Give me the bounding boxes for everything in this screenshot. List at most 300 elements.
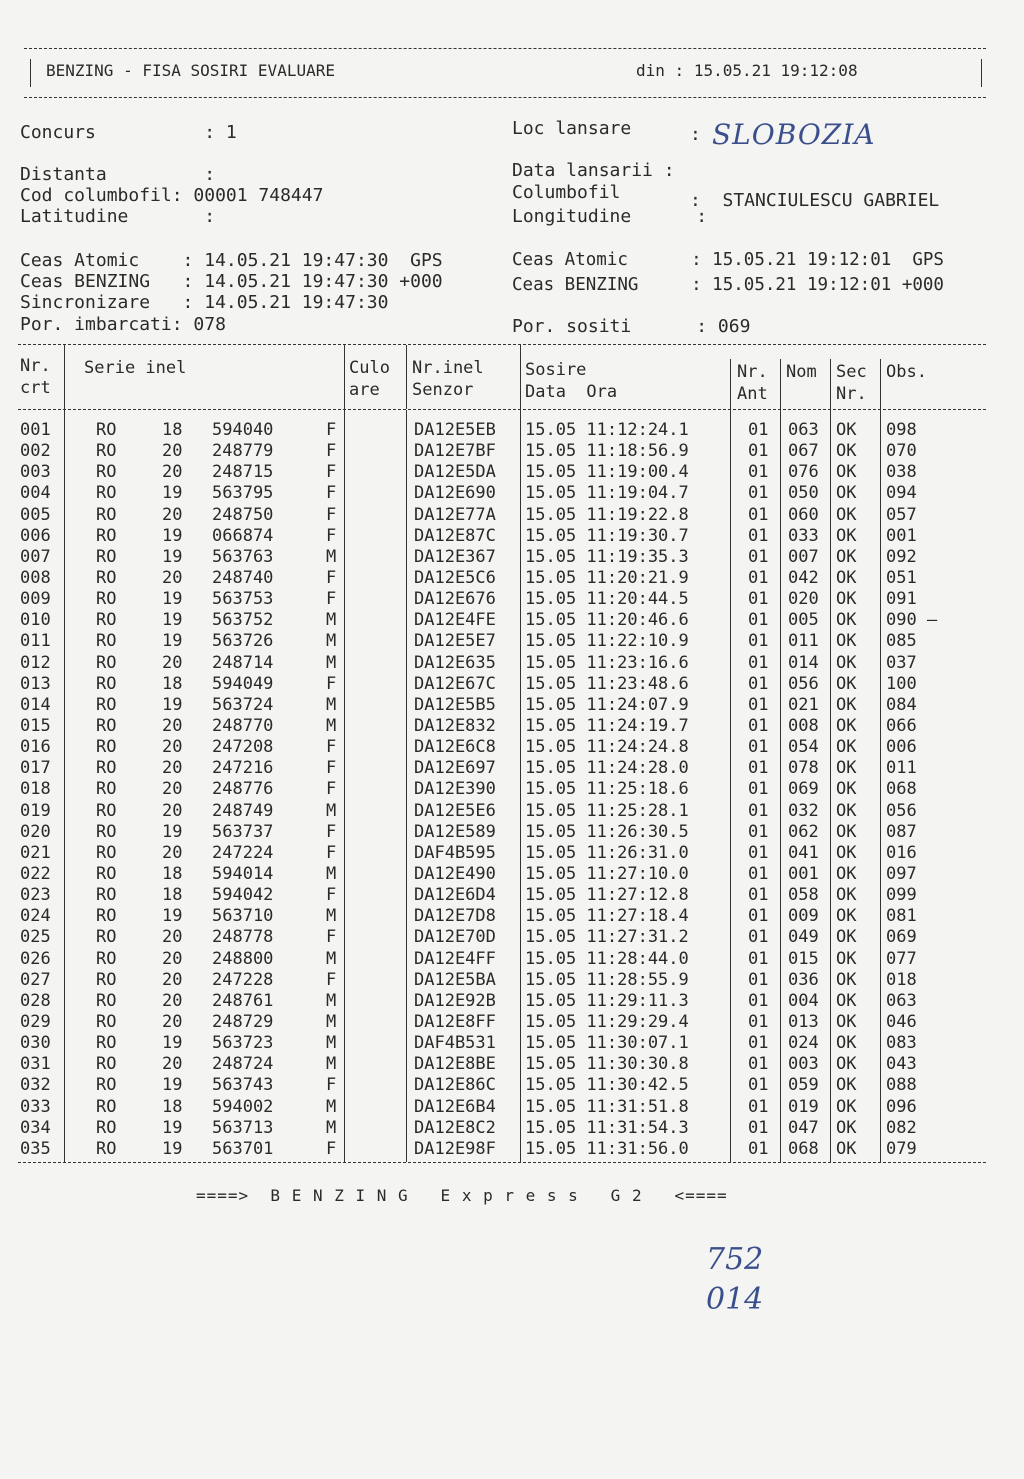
obs-cell: 091	[886, 589, 917, 610]
serie-year-cell: 20	[162, 758, 183, 779]
sec-cell: OK	[836, 863, 857, 884]
arrival-time-cell: 15.05 11:24:24.8	[525, 737, 689, 758]
arrival-time-cell: 15.05 11:28:44.0	[525, 948, 689, 969]
serie-number-cell: 563701	[212, 1138, 274, 1159]
table-row	[18, 462, 986, 483]
serie-country-cell: RO	[96, 441, 117, 462]
sex-cell: M	[326, 694, 337, 715]
column-divider	[880, 359, 881, 409]
serie-number-cell: 248729	[212, 1011, 274, 1032]
nr-crt-cell: 020	[20, 821, 51, 842]
sex-cell: F	[326, 779, 337, 800]
report-title: BENZING - FISA SOSIRI EVALUARE	[46, 61, 335, 80]
ring-sensor-cell: DA12E5E7	[414, 631, 496, 652]
serie-country-cell: RO	[96, 546, 117, 567]
nr-crt-cell: 024	[20, 906, 51, 927]
serie-year-cell: 19	[162, 1117, 183, 1138]
serie-country-cell: RO	[96, 567, 117, 588]
table-row	[18, 906, 986, 927]
nr-crt-cell: 009	[20, 589, 51, 610]
sex-cell: M	[326, 948, 337, 969]
arrival-time-cell: 15.05 11:25:18.6	[525, 779, 689, 800]
ceas-atomic-left: Ceas Atomic : 14.05.21 19:47:30 GPS	[20, 250, 443, 271]
arrival-time-cell: 15.05 11:30:30.8	[525, 1054, 689, 1075]
sincronizare-field: Sincronizare : 14.05.21 19:47:30	[20, 292, 389, 313]
serie-number-cell: 248715	[212, 462, 274, 483]
serie-country-cell: RO	[96, 462, 117, 483]
sec-cell: OK	[836, 737, 857, 758]
nom-cell: 042	[788, 567, 819, 588]
ring-sensor-cell: DA12E87C	[414, 525, 496, 546]
obs-cell: 069	[886, 927, 917, 948]
ring-sensor-cell: DA12E7D8	[414, 906, 496, 927]
serie-country-cell: RO	[96, 715, 117, 736]
serie-number-cell: 563743	[212, 1075, 274, 1096]
table-row	[18, 1033, 986, 1054]
nr-ant-cell: 01	[748, 990, 769, 1011]
table-row	[18, 927, 986, 948]
serie-number-cell: 066874	[212, 525, 274, 546]
ring-sensor-cell: DA12E70D	[414, 927, 496, 948]
obs-cell: 046	[886, 1011, 917, 1032]
sec-cell: OK	[836, 821, 857, 842]
nom-cell: 020	[788, 589, 819, 610]
arrival-time-cell: 15.05 11:19:22.8	[525, 504, 689, 525]
table-row	[18, 589, 986, 610]
serie-year-cell: 20	[162, 800, 183, 821]
arrival-time-cell: 15.05 11:20:44.5	[525, 589, 689, 610]
col-nom-header: Nom	[786, 362, 817, 382]
sex-cell: F	[326, 737, 337, 758]
serie-year-cell: 19	[162, 525, 183, 546]
table-row	[18, 822, 986, 843]
arrival-time-cell: 15.05 11:26:30.5	[525, 821, 689, 842]
sex-cell: M	[326, 863, 337, 884]
serie-country-cell: RO	[96, 1117, 117, 1138]
nom-cell: 036	[788, 969, 819, 990]
ring-sensor-cell: DA12E676	[414, 589, 496, 610]
nr-ant-cell: 01	[748, 927, 769, 948]
concurs-field: Concurs : 1	[20, 122, 237, 143]
serie-country-cell: RO	[96, 673, 117, 694]
ring-sensor-cell: DA12E5EB	[414, 420, 496, 440]
sec-cell: OK	[836, 800, 857, 821]
nr-crt-cell: 029	[20, 1011, 51, 1032]
nr-crt-cell: 012	[20, 652, 51, 673]
report-header-box	[24, 48, 986, 98]
por-imbarcati-field: Por. imbarcati: 078	[20, 314, 226, 335]
serie-year-cell: 19	[162, 483, 183, 504]
nr-crt-cell: 022	[20, 863, 51, 884]
nom-cell: 008	[788, 715, 819, 736]
serie-number-cell: 248750	[212, 504, 274, 525]
sec-cell: OK	[836, 652, 857, 673]
ring-sensor-cell: DA12E690	[414, 483, 496, 504]
arrival-time-cell: 15.05 11:22:10.9	[525, 631, 689, 652]
arrival-time-cell: 15.05 11:26:31.0	[525, 842, 689, 863]
nr-crt-cell: 004	[20, 483, 51, 504]
ring-sensor-cell: DA12E490	[414, 863, 496, 884]
ring-sensor-cell: DA12E5E6	[414, 800, 496, 821]
arrival-time-cell: 15.05 11:19:04.7	[525, 483, 689, 504]
sex-cell: M	[326, 906, 337, 927]
ceas-atomic-right: Ceas Atomic : 15.05.21 19:12:01 GPS	[512, 250, 944, 270]
nom-cell: 001	[788, 863, 819, 884]
nr-crt-cell: 017	[20, 758, 51, 779]
obs-cell: 081	[886, 906, 917, 927]
arrival-time-cell: 15.05 11:31:54.3	[525, 1117, 689, 1138]
ring-sensor-cell: DA12E4FE	[414, 610, 496, 631]
arrival-time-cell: 15.05 11:19:00.4	[525, 462, 689, 483]
nom-cell: 056	[788, 673, 819, 694]
nr-ant-cell: 01	[748, 948, 769, 969]
table-row	[18, 526, 986, 547]
table-row	[18, 737, 986, 758]
serie-number-cell: 248740	[212, 567, 274, 588]
obs-cell: 077	[886, 948, 917, 969]
nr-crt-cell: 019	[20, 800, 51, 821]
col-obs-header: Obs.	[886, 362, 927, 382]
obs-cell: 037	[886, 652, 917, 673]
arrival-time-cell: 15.05 11:29:11.3	[525, 990, 689, 1011]
obs-cell: 011	[886, 758, 917, 779]
ring-sensor-cell: DA12E6D4	[414, 885, 496, 906]
serie-year-cell: 19	[162, 589, 183, 610]
arrival-time-cell: 15.05 11:25:28.1	[525, 800, 689, 821]
serie-number-cell: 248778	[212, 927, 274, 948]
nr-ant-cell: 01	[748, 694, 769, 715]
serie-year-cell: 20	[162, 1011, 183, 1032]
nr-ant-cell: 01	[748, 1138, 769, 1159]
sec-cell: OK	[836, 1138, 857, 1159]
serie-country-cell: RO	[96, 842, 117, 863]
sex-cell: M	[326, 610, 337, 631]
nom-cell: 021	[788, 694, 819, 715]
table-row	[18, 801, 986, 822]
nr-ant-cell: 01	[748, 906, 769, 927]
serie-year-cell: 19	[162, 610, 183, 631]
sec-cell: OK	[836, 610, 857, 631]
sex-cell: F	[326, 589, 337, 610]
serie-year-cell: 19	[162, 1075, 183, 1096]
nr-ant-cell: 01	[748, 589, 769, 610]
obs-cell: 083	[886, 1033, 917, 1054]
serie-number-cell: 594002	[212, 1096, 274, 1117]
table-row	[18, 1075, 986, 1096]
arrivals-table	[18, 344, 986, 1163]
column-divider	[64, 345, 65, 409]
serie-number-cell: 248749	[212, 800, 274, 821]
nom-cell: 067	[788, 441, 819, 462]
ceas-benzing-left: Ceas BENZING : 14.05.21 19:47:30 +000	[20, 271, 443, 292]
obs-cell: 094	[886, 483, 917, 504]
sec-cell: OK	[836, 504, 857, 525]
obs-cell: 006	[886, 737, 917, 758]
serie-year-cell: 20	[162, 567, 183, 588]
serie-number-cell: 594040	[212, 420, 274, 440]
serie-year-cell: 20	[162, 927, 183, 948]
nr-ant-cell: 01	[748, 420, 769, 440]
sex-cell: F	[326, 885, 337, 906]
sec-cell: OK	[836, 1096, 857, 1117]
serie-country-cell: RO	[96, 1054, 117, 1075]
serie-number-cell: 248770	[212, 715, 274, 736]
ring-sensor-cell: DA12E92B	[414, 990, 496, 1011]
sec-cell: OK	[836, 927, 857, 948]
sex-cell: F	[326, 673, 337, 694]
sex-cell: F	[326, 504, 337, 525]
nr-ant-cell: 01	[748, 737, 769, 758]
sex-cell: F	[326, 441, 337, 462]
serie-year-cell: 20	[162, 779, 183, 800]
ring-sensor-cell: DA12E697	[414, 758, 496, 779]
nr-crt-cell: 002	[20, 441, 51, 462]
arrival-time-cell: 15.05 11:20:46.6	[525, 610, 689, 631]
nom-cell: 059	[788, 1075, 819, 1096]
sec-cell: OK	[836, 589, 857, 610]
ring-sensor-cell: DA12E8C2	[414, 1117, 496, 1138]
sec-cell: OK	[836, 631, 857, 652]
table-row	[18, 568, 986, 589]
serie-year-cell: 19	[162, 694, 183, 715]
serie-number-cell: 594049	[212, 673, 274, 694]
nr-ant-cell: 01	[748, 885, 769, 906]
nr-ant-cell: 01	[748, 525, 769, 546]
nr-crt-cell: 027	[20, 969, 51, 990]
obs-cell: 057	[886, 504, 917, 525]
column-divider	[780, 359, 781, 409]
sex-cell: M	[326, 1033, 337, 1054]
table-row	[18, 716, 986, 737]
serie-year-cell: 20	[162, 969, 183, 990]
nr-ant-cell: 01	[748, 758, 769, 779]
sex-cell: F	[326, 462, 337, 483]
table-row	[18, 631, 986, 652]
serie-year-cell: 18	[162, 1096, 183, 1117]
nr-crt-cell: 033	[20, 1096, 51, 1117]
nr-ant-cell: 01	[748, 567, 769, 588]
obs-cell: 092	[886, 546, 917, 567]
obs-cell: 016	[886, 842, 917, 863]
serie-year-cell: 20	[162, 1054, 183, 1075]
sec-cell: OK	[836, 758, 857, 779]
obs-cell: 038	[886, 462, 917, 483]
serie-country-cell: RO	[96, 1033, 117, 1054]
obs-cell: 082	[886, 1117, 917, 1138]
table-row	[18, 1139, 986, 1160]
serie-number-cell: 563710	[212, 906, 274, 927]
obs-cell: 087	[886, 821, 917, 842]
sex-cell: M	[326, 1011, 337, 1032]
table-row	[18, 483, 986, 504]
arrival-time-cell: 15.05 11:27:31.2	[525, 927, 689, 948]
nom-cell: 050	[788, 483, 819, 504]
serie-number-cell: 563737	[212, 821, 274, 842]
serie-number-cell: 563713	[212, 1117, 274, 1138]
sex-cell: F	[326, 525, 337, 546]
sex-cell: M	[326, 715, 337, 736]
serie-year-cell: 20	[162, 948, 183, 969]
nr-ant-cell: 01	[748, 821, 769, 842]
nom-cell: 003	[788, 1054, 819, 1075]
nom-cell: 011	[788, 631, 819, 652]
nr-ant-cell: 01	[748, 863, 769, 884]
ring-sensor-cell: DA12E6B4	[414, 1096, 496, 1117]
obs-cell: 097	[886, 863, 917, 884]
sex-cell: M	[326, 1096, 337, 1117]
ring-sensor-cell: DA12E4FF	[414, 948, 496, 969]
table-row	[18, 970, 986, 991]
nom-cell: 078	[788, 758, 819, 779]
table-row	[18, 547, 986, 568]
arrival-time-cell: 15.05 11:19:30.7	[525, 525, 689, 546]
column-divider	[344, 345, 345, 409]
nr-crt-cell: 021	[20, 842, 51, 863]
serie-number-cell: 247208	[212, 737, 274, 758]
serie-country-cell: RO	[96, 631, 117, 652]
serie-country-cell: RO	[96, 420, 117, 440]
columbofil-label: Columbofil	[512, 182, 621, 203]
serie-number-cell: 563726	[212, 631, 274, 652]
obs-cell: 088	[886, 1075, 917, 1096]
sex-cell: M	[326, 631, 337, 652]
serie-number-cell: 248761	[212, 990, 274, 1011]
arrival-time-cell: 15.05 11:30:07.1	[525, 1033, 689, 1054]
handwritten-note-line-1: 752	[706, 1242, 764, 1277]
ring-sensor-cell: DA12E832	[414, 715, 496, 736]
nr-crt-cell: 014	[20, 694, 51, 715]
sex-cell: F	[326, 1075, 337, 1096]
nom-cell: 041	[788, 842, 819, 863]
nr-ant-cell: 01	[748, 1117, 769, 1138]
sex-cell: F	[326, 483, 337, 504]
nom-cell: 013	[788, 1011, 819, 1032]
nr-ant-cell: 01	[748, 610, 769, 631]
serie-number-cell: 248724	[212, 1054, 274, 1075]
nom-cell: 009	[788, 906, 819, 927]
ring-sensor-cell: DA12E5BA	[414, 969, 496, 990]
serie-year-cell: 20	[162, 652, 183, 673]
serie-number-cell: 248779	[212, 441, 274, 462]
nr-ant-cell: 01	[748, 504, 769, 525]
serie-country-cell: RO	[96, 821, 117, 842]
serie-year-cell: 20	[162, 715, 183, 736]
sec-cell: OK	[836, 462, 857, 483]
serie-year-cell: 20	[162, 990, 183, 1011]
nom-cell: 032	[788, 800, 819, 821]
ring-sensor-cell: DA12E589	[414, 821, 496, 842]
sex-cell: M	[326, 652, 337, 673]
nr-crt-cell: 001	[20, 420, 51, 440]
nr-ant-cell: 01	[748, 673, 769, 694]
obs-cell: 098	[886, 420, 917, 440]
serie-year-cell: 18	[162, 863, 183, 884]
nr-crt-cell: 018	[20, 779, 51, 800]
sec-cell: OK	[836, 441, 857, 462]
table-header: Nr. crt Serie inel Culo are Nr.inel Senzor Sosire Data Ora Nr. Ant Nom Sec Nr. Obs.	[18, 345, 986, 410]
sec-cell: OK	[836, 673, 857, 694]
obs-cell: 066	[886, 715, 917, 736]
table-row	[18, 610, 986, 631]
nom-cell: 015	[788, 948, 819, 969]
obs-cell: 051	[886, 567, 917, 588]
serie-country-cell: RO	[96, 1011, 117, 1032]
obs-cell: 018	[886, 969, 917, 990]
loc-lansare-handwritten: SLOBOZIA	[712, 118, 876, 151]
ring-sensor-cell: DA12E98F	[414, 1138, 496, 1159]
arrival-time-cell: 15.05 11:12:24.1	[525, 420, 689, 440]
nom-cell: 076	[788, 462, 819, 483]
arrival-time-cell: 15.05 11:31:56.0	[525, 1138, 689, 1159]
latitudine-field: Latitudine :	[20, 206, 216, 227]
nom-cell: 047	[788, 1117, 819, 1138]
col-serie-header: Serie inel	[84, 358, 187, 378]
sex-cell: F	[326, 1138, 337, 1159]
sec-cell: OK	[836, 1011, 857, 1032]
ring-sensor-cell: DA12E5B5	[414, 694, 496, 715]
nr-ant-cell: 01	[748, 1011, 769, 1032]
table-row	[18, 1054, 986, 1075]
nom-cell: 004	[788, 990, 819, 1011]
nr-crt-cell: 007	[20, 546, 51, 567]
serie-number-cell: 563763	[212, 546, 274, 567]
serie-country-cell: RO	[96, 1138, 117, 1159]
serie-year-cell: 20	[162, 842, 183, 863]
serie-country-cell: RO	[96, 779, 117, 800]
table-row	[18, 695, 986, 716]
ring-sensor-cell: DA12E8BE	[414, 1054, 496, 1075]
serie-country-cell: RO	[96, 694, 117, 715]
nom-cell: 068	[788, 1138, 819, 1159]
sex-cell: M	[326, 990, 337, 1011]
ring-sensor-cell: DAF4B595	[414, 842, 496, 863]
sec-cell: OK	[836, 842, 857, 863]
nr-crt-cell: 035	[20, 1138, 51, 1159]
serie-number-cell: 563724	[212, 694, 274, 715]
ring-sensor-cell: DA12E77A	[414, 504, 496, 525]
serie-number-cell: 247228	[212, 969, 274, 990]
serie-year-cell: 20	[162, 441, 183, 462]
table-row	[18, 885, 986, 906]
ring-sensor-cell: DA12E5DA	[414, 462, 496, 483]
arrival-time-cell: 15.05 11:19:35.3	[525, 546, 689, 567]
serie-country-cell: RO	[96, 948, 117, 969]
columbofil-value: : STANCIULESCU GABRIEL	[690, 190, 940, 211]
obs-cell: 084	[886, 694, 917, 715]
nr-crt-cell: 015	[20, 715, 51, 736]
ring-sensor-cell: DA12E6C8	[414, 737, 496, 758]
serie-number-cell: 594014	[212, 863, 274, 884]
handwritten-note-line-2: 014	[706, 1282, 764, 1317]
table-row	[18, 779, 986, 800]
nr-crt-cell: 032	[20, 1075, 51, 1096]
ring-sensor-cell: DA12E86C	[414, 1075, 496, 1096]
nom-cell: 024	[788, 1033, 819, 1054]
table-row	[18, 864, 986, 885]
serie-year-cell: 19	[162, 1033, 183, 1054]
table-row	[18, 653, 986, 674]
obs-cell: 063	[886, 990, 917, 1011]
loc-lansare-separator: :	[690, 124, 701, 145]
loc-lansare-label: Loc lansare	[512, 118, 632, 139]
nr-crt-cell: 030	[20, 1033, 51, 1054]
obs-cell: 099	[886, 885, 917, 906]
serie-country-cell: RO	[96, 863, 117, 884]
sec-cell: OK	[836, 567, 857, 588]
serie-country-cell: RO	[96, 483, 117, 504]
arrival-time-cell: 15.05 11:24:28.0	[525, 758, 689, 779]
benzing-footer: ====> B E N Z I N G E x p r e s s G 2 <====	[196, 1186, 728, 1205]
